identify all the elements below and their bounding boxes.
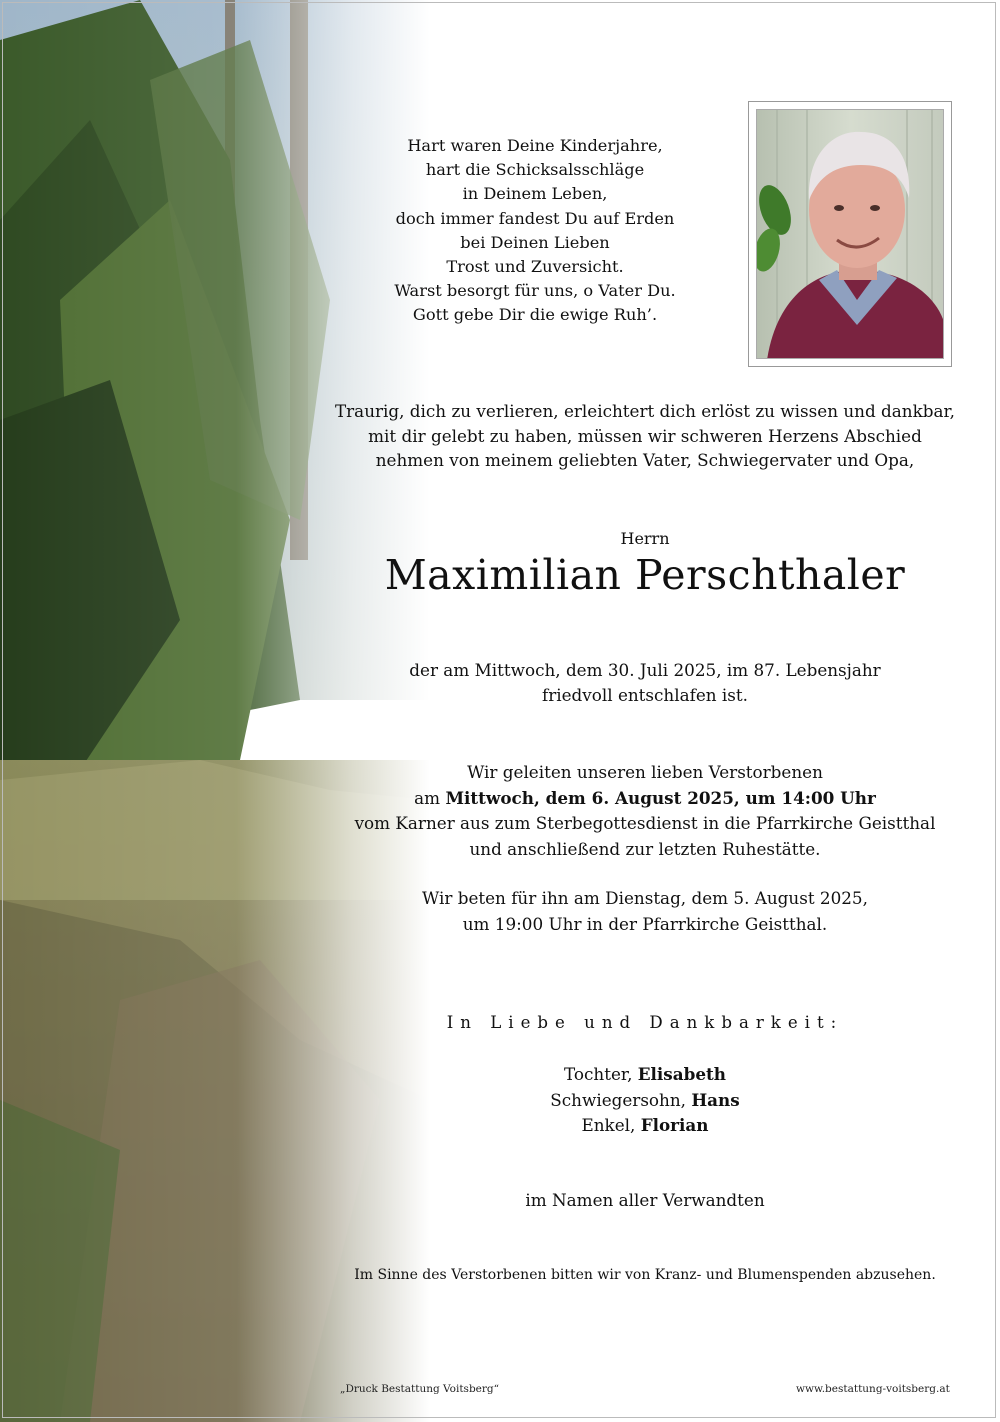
family-relation: Enkel, [581,1115,641,1136]
family-list [330,1062,960,1139]
closing-phrase: In Liebe und Dankbarkeit: [446,1013,844,1032]
poem-line: Warst besorgt für uns, o Vater Du. [394,281,676,301]
prayer-details [330,886,960,937]
portrait-photo-frame [748,101,952,367]
intro-text [330,399,960,473]
death-notice [330,658,960,707]
donation-note: Im Sinne des Verstorbenen bitten wir von Kranz- und Blumenspenden abzusehen. [354,1267,936,1283]
intro-line: Traurig, dich zu verlieren, erleichtert dich erlöst zu wissen und dankbar, [334,401,956,421]
family-name: Florian [640,1115,709,1136]
poem-line: in Deinem Leben, [462,184,608,204]
intro-line: nehmen von meinem geliebten Vater, Schwiegervater und Opa, [375,450,915,471]
poem-line: doch immer fandest Du auf Erden [395,208,675,228]
poem-line: Trost und Zuversicht. [446,257,624,277]
death-line: der am Mittwoch, dem 30. Juli 2025, im 87. Lebensjahr [409,660,881,680]
on-behalf-line: im Namen aller Verwandten [525,1190,765,1210]
funeral-details [330,760,960,862]
portrait-photo [756,109,944,359]
family-member [330,1088,960,1114]
poem-line: Hart waren Deine Kinderjahre, [407,136,663,155]
family-member [330,1113,960,1139]
funeral-date: Mittwoch, dem 6. August 2025, um 14:00 Uhr [445,787,876,808]
prayer-line: Wir beten für ihn am Dienstag, dem 5. August 2025, [422,888,868,908]
poem [340,134,730,328]
deceased-name: Maximilian Perschthaler [384,551,906,599]
funeral-line: Wir geleiten unseren lieben Verstorbenen [467,762,823,782]
death-line: friedvoll entschlafen ist. [542,684,748,705]
family-relation: Tochter, [564,1064,638,1084]
funeral-line: und anschließend zur letzten Ruhestätte. [469,838,821,859]
family-name: Hans [691,1089,740,1110]
family-relation: Schwiegersohn, [550,1089,692,1110]
salutation: Herrn [620,529,670,548]
printer-credit: „Druck Bestattung Voitsberg“ [340,1383,499,1395]
funeral-line: vom Karner aus zum Sterbegottesdienst in die Pfarrkirche Geistthal [354,813,936,834]
poem-line: bei Deinen Lieben [460,232,610,252]
website-link[interactable]: www.bestattung-voitsberg.at [796,1383,950,1395]
poem-line: hart die Schicksalsschläge [425,160,645,180]
funeral-date-line [330,786,960,812]
family-name: Elisabeth [637,1064,726,1084]
intro-line: mit dir gelebt zu haben, müssen wir schweren Herzens Abschied [368,425,922,446]
funeral-date-prefix: am [414,787,446,808]
poem-line: Gott gebe Dir die ewige Ruh’. [412,305,658,325]
prayer-line: um 19:00 Uhr in der Pfarrkirche Geistthal. [462,913,828,934]
family-member [330,1062,960,1088]
